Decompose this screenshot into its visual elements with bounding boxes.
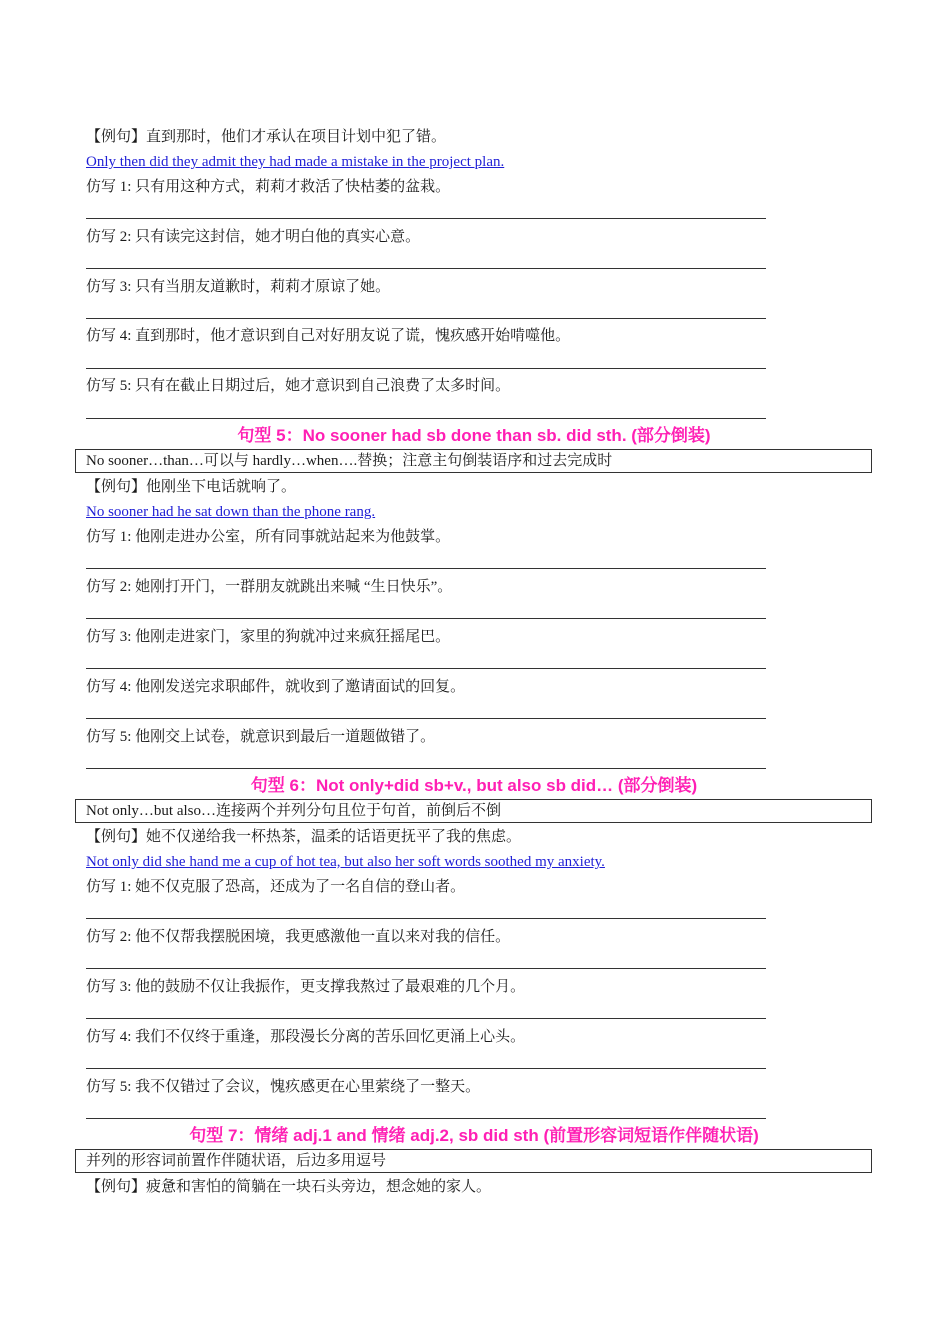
practice-prompt: 仿写 2: 她刚打开门，一群朋友就跳出来喊 “生日快乐”。	[86, 579, 453, 595]
answer-line[interactable]	[86, 918, 766, 919]
practice-prompt: 仿写 3: 他的鼓励不仅让我振作，更支撑我熬过了最艰难的几个月。	[86, 979, 526, 995]
practice-prompt: 仿写 1: 只有用这种方式，莉莉才救活了快枯萎的盆栽。	[86, 179, 451, 195]
answer-line[interactable]	[86, 668, 766, 669]
answer-line[interactable]	[86, 618, 766, 619]
practice-prompt: 仿写 5: 我不仅错过了会议，愧疚感更在心里萦绕了一整天。	[86, 1079, 481, 1095]
answer-line[interactable]	[86, 1068, 766, 1069]
example-sentence-cn: 【例句】她不仅递给我一杯热茶，温柔的话语更抚平了我的焦虑。	[86, 829, 522, 845]
section-heading: 句型 6：Not only+did sb+v., but also sb did… (部分倒装)	[250, 776, 698, 795]
section-heading: 句型 7：情绪 adj.1 and 情绪 adj.2, sb did sth (前置形容词短语作伴随状语)	[189, 1126, 759, 1145]
section-heading: 句型 5：No sooner had sb done than sb. did sth. (部分倒装)	[237, 426, 711, 445]
practice-prompt: 仿写 1: 她不仅克服了恐高，还成为了一名自信的登山者。	[86, 879, 466, 895]
grammar-note-box: No sooner…than…可以与 hardly…when….替换；注意主句倒装语序和过去完成时	[75, 449, 872, 473]
answer-line[interactable]	[86, 318, 766, 319]
example-sentence-en[interactable]: No sooner had he sat down than the phone rang.	[86, 504, 376, 520]
grammar-note-box: 并列的形容词前置作伴随状语，后边多用逗号	[75, 1149, 872, 1173]
answer-line[interactable]	[86, 218, 766, 219]
practice-prompt: 仿写 5: 他刚交上试卷，就意识到最后一道题做错了。	[86, 729, 436, 745]
practice-prompt: 仿写 4: 直到那时，他才意识到自己对好朋友说了谎，愧疚感开始啃噬他。	[86, 328, 571, 344]
example-sentence-cn: 【例句】他刚坐下电话就响了。	[86, 479, 297, 495]
practice-prompt: 仿写 2: 他不仅帮我摆脱困境，我更感激他一直以来对我的信任。	[86, 929, 511, 945]
grammar-note-box: Not only…but also…连接两个并列分句且位于句首，前倒后不倒	[75, 799, 872, 823]
answer-line[interactable]	[86, 368, 766, 369]
answer-line[interactable]	[86, 418, 766, 419]
example-sentence-cn: 【例句】疲惫和害怕的简躺在一块石头旁边，想念她的家人。	[86, 1179, 492, 1195]
practice-prompt: 仿写 4: 我们不仅终于重逢，那段漫长分离的苦乐回忆更涌上心头。	[86, 1029, 526, 1045]
practice-prompt: 仿写 4: 他刚发送完求职邮件，就收到了邀请面试的回复。	[86, 679, 466, 695]
answer-line[interactable]	[86, 1118, 766, 1119]
answer-line[interactable]	[86, 268, 766, 269]
practice-prompt: 仿写 5: 只有在截止日期过后，她才意识到自己浪费了太多时间。	[86, 378, 511, 394]
practice-prompt: 仿写 3: 只有当朋友道歉时，莉莉才原谅了她。	[86, 279, 391, 295]
answer-line[interactable]	[86, 1018, 766, 1019]
example-sentence-cn: 【例句】直到那时，他们才承认在项目计划中犯了错。	[86, 129, 447, 145]
answer-line[interactable]	[86, 718, 766, 719]
example-sentence-en[interactable]: Not only did she hand me a cup of hot tea, but also her soft words soothed my anxiety.	[86, 854, 605, 870]
practice-prompt: 仿写 1: 他刚走进办公室，所有同事就站起来为他鼓掌。	[86, 529, 451, 545]
answer-line[interactable]	[86, 768, 766, 769]
practice-prompt: 仿写 2: 只有读完这封信，她才明白他的真实心意。	[86, 229, 421, 245]
answer-line[interactable]	[86, 968, 766, 969]
example-sentence-en[interactable]: Only then did they admit they had made a mistake in the project plan.	[86, 154, 505, 170]
practice-prompt: 仿写 3: 他刚走进家门，家里的狗就冲过来疯狂摇尾巴。	[86, 629, 451, 645]
answer-line[interactable]	[86, 568, 766, 569]
